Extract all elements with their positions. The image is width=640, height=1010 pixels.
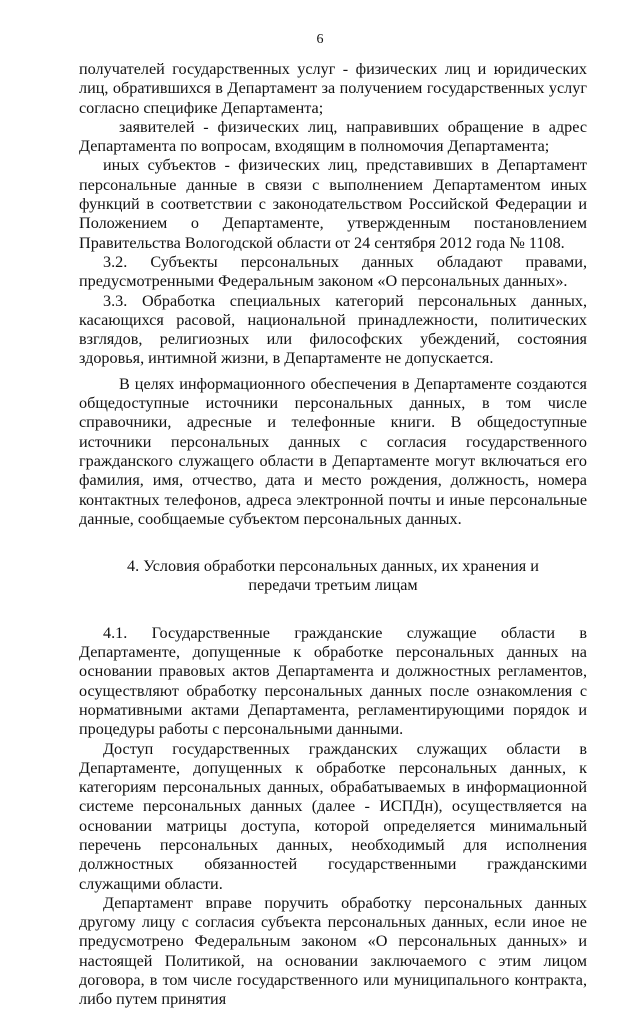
paragraph-3-3: 3.3. Обработка специальных категорий персональных данных, касающихся расовой, национальной принадлежности, политических взглядов, религиозных или философских убеждений, состояния здоровья, интимной жизни, в Департаменте не допускается.: [79, 291, 587, 368]
paragraph-4-1: 4.1. Государственные гражданские служащие области в Департаменте, допущенные к обработке персональных данных на основании правовых актов Департамента и должностных регламентов, осуществляют обработку персональных данных после ознакомления с нормативными актами Департамента, регламентирующими порядок и процедуры работы с персональными данными.: [79, 623, 587, 739]
page-number: 6: [316, 32, 324, 47]
paragraph-delegation: Департамент вправе поручить обработку персональных данных другому лицу с согласия субъекта персональных данных, если иное не предусмотрено Федеральным законом «О персональных данных» и настоящей Политикой, на основании заключаемого с этим лицом договора, в том числе государственного или муниципального контракта, либо путем принятия: [79, 893, 587, 1009]
paragraph-applicants: заявителей - физических лиц, направивших обращение в адрес Департамента по вопросам, входящим в полномочия Департамента;: [79, 117, 587, 156]
paragraph-public-sources: В целях информационного обеспечения в Департаменте создаются общедоступные источники персональных данных, в том числе справочники, адресные и телефонные книги. В общедоступные источники персональных данных с согласия государственного гражданского служащего области в Департаменте могут включаться его фамилия, имя, отчество, дата и место рождения, должность, номера контактных телефонов, адреса электронной почты и иные персональные данные, сообщаемые субъектом персональных данных.: [79, 374, 587, 528]
paragraph-access: Доступ государственных гражданских служащих области в Департаменте, допущенных к обработке персональных данных, к категориям персональных данных, обрабатываемых в информационной системе персональных данных (далее - ИСПДн), осуществляется на основании матрицы доступа, которой определяется минимальный перечень персональных данных, необходимый для исполнения должностных обязанностей государственными гражданскими служащими области.: [79, 739, 587, 893]
paragraph-other-subjects: иных субъектов - физических лиц, представивших в Департамент персональные данные в связи с выполнением Департаментом иных функций в соответствии с законодательством Российской Федерации и Положением о Департаменте, утвержденным постановлением Правительства Вологодской области от 24 сентября 2012 года № 1108.: [79, 156, 587, 252]
document-body: [79, 60, 587, 1010]
section-heading: 4. Условия обработки персональных данных, их хранения и передачи третьим лицам: [127, 557, 539, 595]
paragraph-3-2: 3.2. Субъекты персональных данных обладают правами, предусмотренными Федеральным законом «О персональных данных».: [79, 252, 587, 291]
paragraph-recipients: получателей государственных услуг - физических лиц и юридических лиц, обратившихся в Департамент за получением государственных услуг согласно специфике Департамента;: [79, 60, 587, 117]
